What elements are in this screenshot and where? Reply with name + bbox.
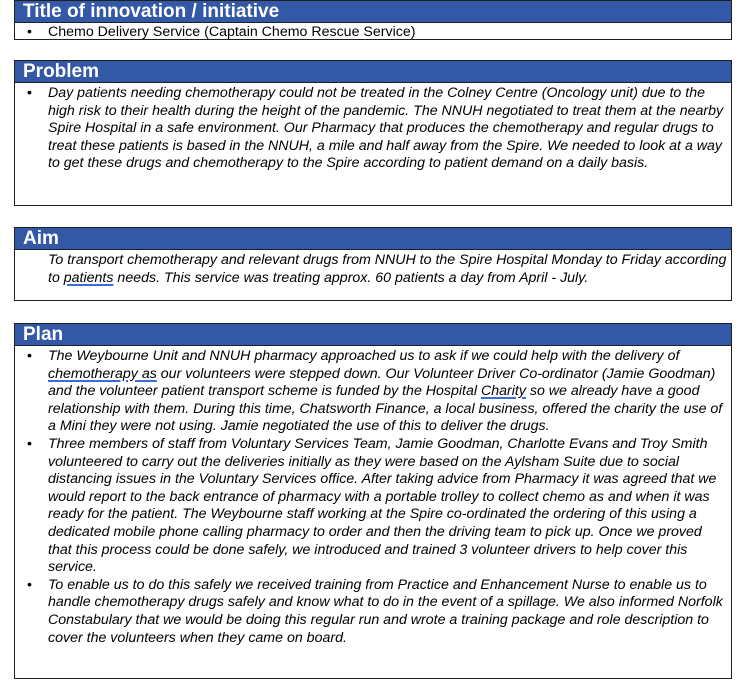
aim-section [14,227,732,301]
list-item [15,85,731,173]
list-item [15,577,731,647]
bullet-icon: • [27,435,32,452]
bullet-icon: • [27,24,32,40]
bullet-icon: • [27,348,32,364]
spellcheck-word: Charity [480,383,526,400]
plan-body [15,346,731,647]
problem-text: Day patients needing chemotherapy could not be treated in the Colney Centre (Oncology unit) due to the high risk to their health during the height of the pandemic. The NNUH negotiated to treat them at the nearby Spire Hospital in a safe environment. Our Pharmacy that produces the chemotherapy and regular drugs to treat these patients is based in the NNUH, a mile and half away from the Spire. We needed to look at a way to get these drugs and chemotherapy to the Spire according to patient demand on a daily basis. [48,85,724,172]
title-heading: Title of innovation / initiative [15,1,731,23]
title-text: Chemo Delivery Service (Captain Chemo Rescue Service) [48,24,416,40]
title-section [14,0,732,40]
spellcheck-word: patients [63,269,114,286]
list-item [15,436,731,577]
title-body [15,23,731,42]
aim-paragraph [15,252,731,287]
problem-section [14,60,732,206]
plan-text-2: Three members of staff from Voluntary Services Team, Jamie Goodman, Charlotte Evans and Troy Smith volunteered to carry out the deliveries initially as they were based on the Aylsham Suite due to social distancing issues in the Voluntary Services office. After taking advice from Pharmacy it was agreed that we would report to the back entrance of pharmacy with a portable trolley to collect chemo as and when it was ready for the patient. The Weybourne staff working at the Spire co-ordinated the ordering of this using a dedicated mobile phone calling pharmacy to order and then the driving team to pick up. Once we proved that this process could be done safely, we introduced and trained 3 volunteer drivers to help cover this service. [48,435,717,576]
bullet-icon: • [27,85,32,101]
plan-section [14,323,732,679]
bullet-icon: • [27,576,32,593]
plan-text-1: The Weybourne Unit and NNUH pharmacy approached us to ask if we could help with the delivery of chemotherapy as our volunteers were stepped down. Our Volunteer Driver Co-ordinator (Jamie Goodman) and the volunteer patient transport scheme is funded by the Hospital Charity so we already have a good relationship with them. During this time, Chatsworth Finance, a local business, offered the charity the use of a Mini they were not using. Jamie negotiated the use of this to deliver the drugs. [48,348,723,435]
list-item [15,348,731,436]
aim-heading: Aim [15,228,731,250]
spellcheck-word: chemotherapy as [48,365,157,382]
problem-heading: Problem [15,61,731,83]
aim-text: To transport chemotherapy and relevant drugs from NNUH to the Spire Hospital Monday to Friday according to patients needs. This service was treating approx. 60 patients a day from April - July. [48,252,727,286]
problem-body [15,83,731,173]
aim-body [15,250,731,287]
plan-heading: Plan [15,324,731,346]
list-item [15,24,731,42]
plan-text-3: To enable us to do this safely we received training from Practice and Enhancement Nurse to enable us to handle chemotherapy drugs safely and know what to do in the event of a spillage. We also informed Norfolk Constabulary that we would be doing this regular run and wrote a training package and role description to cover the volunteers when they came on board. [48,576,723,646]
